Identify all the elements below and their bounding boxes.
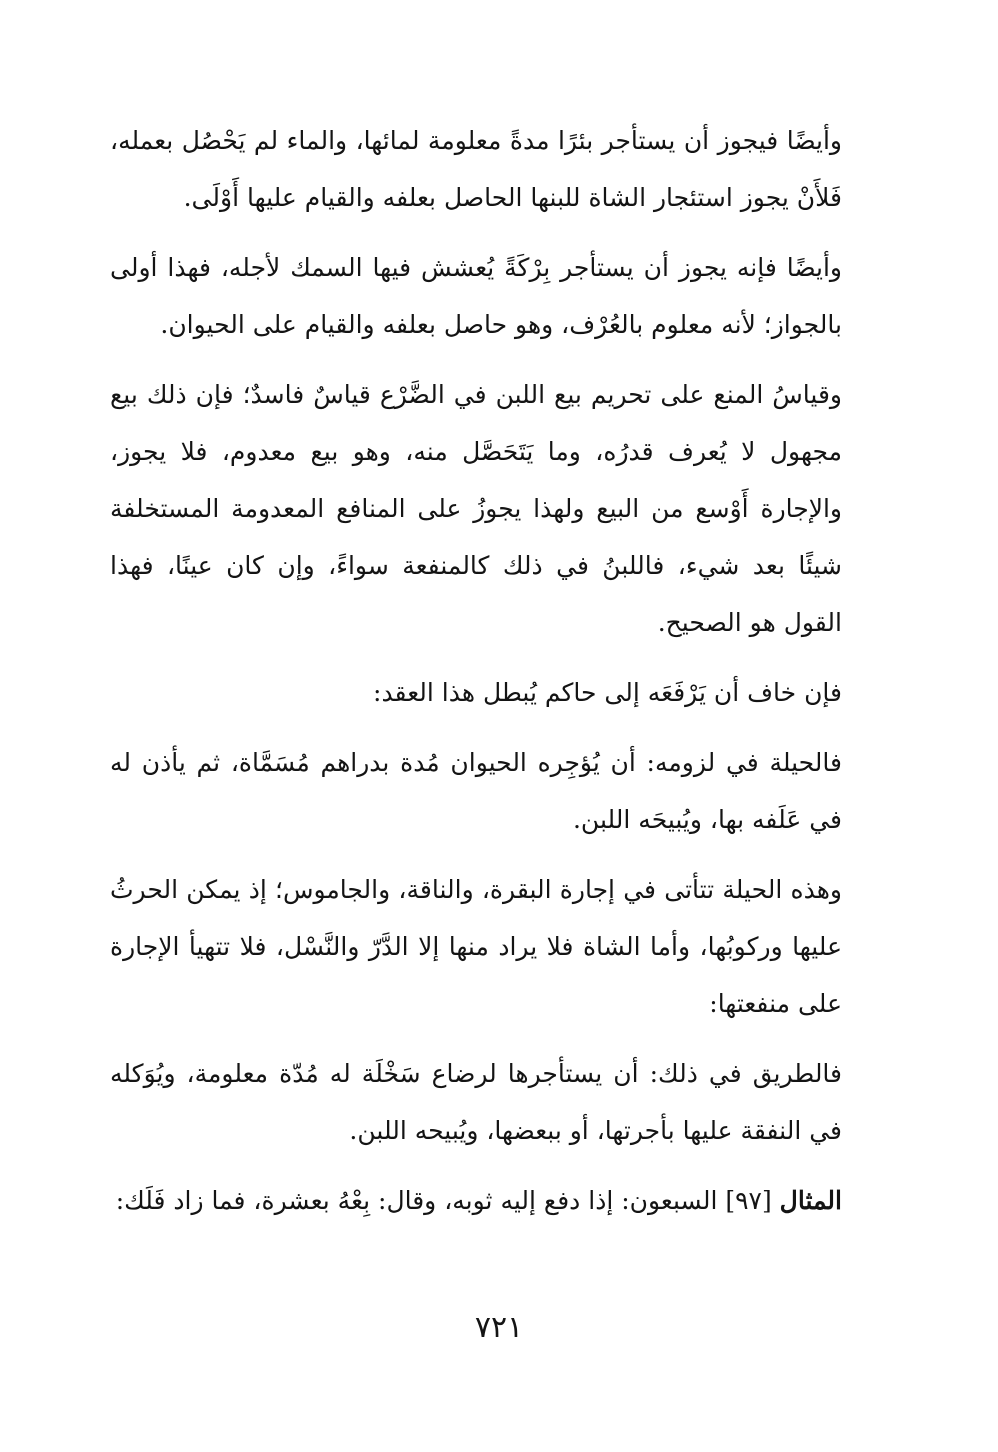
example-heading: المثال — [779, 1186, 842, 1215]
paragraph-text: فالحيلة في لزومه: أن يُؤجِره الحيوان مُدة بدراهم مُسَمَّاة، ثم يأذن له في عَلَفه بها، ويُبيحَه اللبن. — [110, 748, 842, 834]
body-text — [110, 112, 842, 1242]
paragraph-6 — [110, 861, 842, 1032]
paragraph-text: فالطريق في ذلك: أن يستأجرها لرضاع سَخْلَة له مُدّة معلومة، ويُوَكله في النفقة عليها بأجرتها، أو ببعضها، ويُبيحه اللبن. — [110, 1059, 843, 1145]
paragraph-2 — [110, 239, 842, 353]
paragraph-8 — [110, 1172, 842, 1229]
paragraph-text: فإن خاف أن يَرْفَعَه إلى حاكم يُبطل هذا العقد: — [373, 678, 842, 707]
paragraph-text: وأيضًا فيجوز أن يستأجر بئرًا مدةً معلومة لمائها، والماء لم يَحْصُل بعمله، فَلأَنْ يجوز استئجار الشاة للبنها الحاصل بعلفه والقيام عليها أَوْلَى. — [110, 126, 842, 212]
paragraph-1 — [110, 112, 842, 226]
paragraph-7 — [110, 1045, 842, 1159]
paragraph-text: وهذه الحيلة تتأتى في إجارة البقرة، والناقة، والجاموس؛ إذ يمكن الحرثُ عليها وركوبُها، وأما الشاة فلا يراد منها إلا الدَّرّ والنَّسْل، فلا تتهيأ الإجارة على منفعتها: — [110, 875, 842, 1018]
paragraph-text: [٩٧] السبعون: إذا دفع إليه ثوبه، وقال: بِعْهُ بعشرة، فما زاد فَلَك: — [115, 1186, 780, 1215]
page-number: ٧٢١ — [474, 1310, 524, 1345]
paragraph-3 — [110, 366, 842, 651]
paragraph-text: وأيضًا فإنه يجوز أن يستأجر بِرْكَةً يُعشش فيها السمك لأجله، فهذا أولى بالجواز؛ لأنه معلوم بالعُرْف، وهو حاصل بعلفه والقيام على الحيوان. — [110, 253, 842, 339]
paragraph-5 — [110, 734, 842, 848]
paragraph-4 — [110, 664, 842, 721]
paragraph-text: وقياسُ المنع على تحريم بيع اللبن في الضَّرْع قياسٌ فاسدٌ؛ فإن ذلك بيع مجهول لا يُعرف قدرُه، وما يَتَحَصَّل منه، وهو بيع معدوم، فلا يجوز، والإجارة أَوْسع من البيع ولهذا يجوزُ على المنافع المعدومة المستخلفة شيئًا بعد شيء، فاللبنُ في ذلك كالمنفعة سواءً، وإن كان عينًا، فهذا القول هو الصحيح. — [110, 380, 842, 637]
